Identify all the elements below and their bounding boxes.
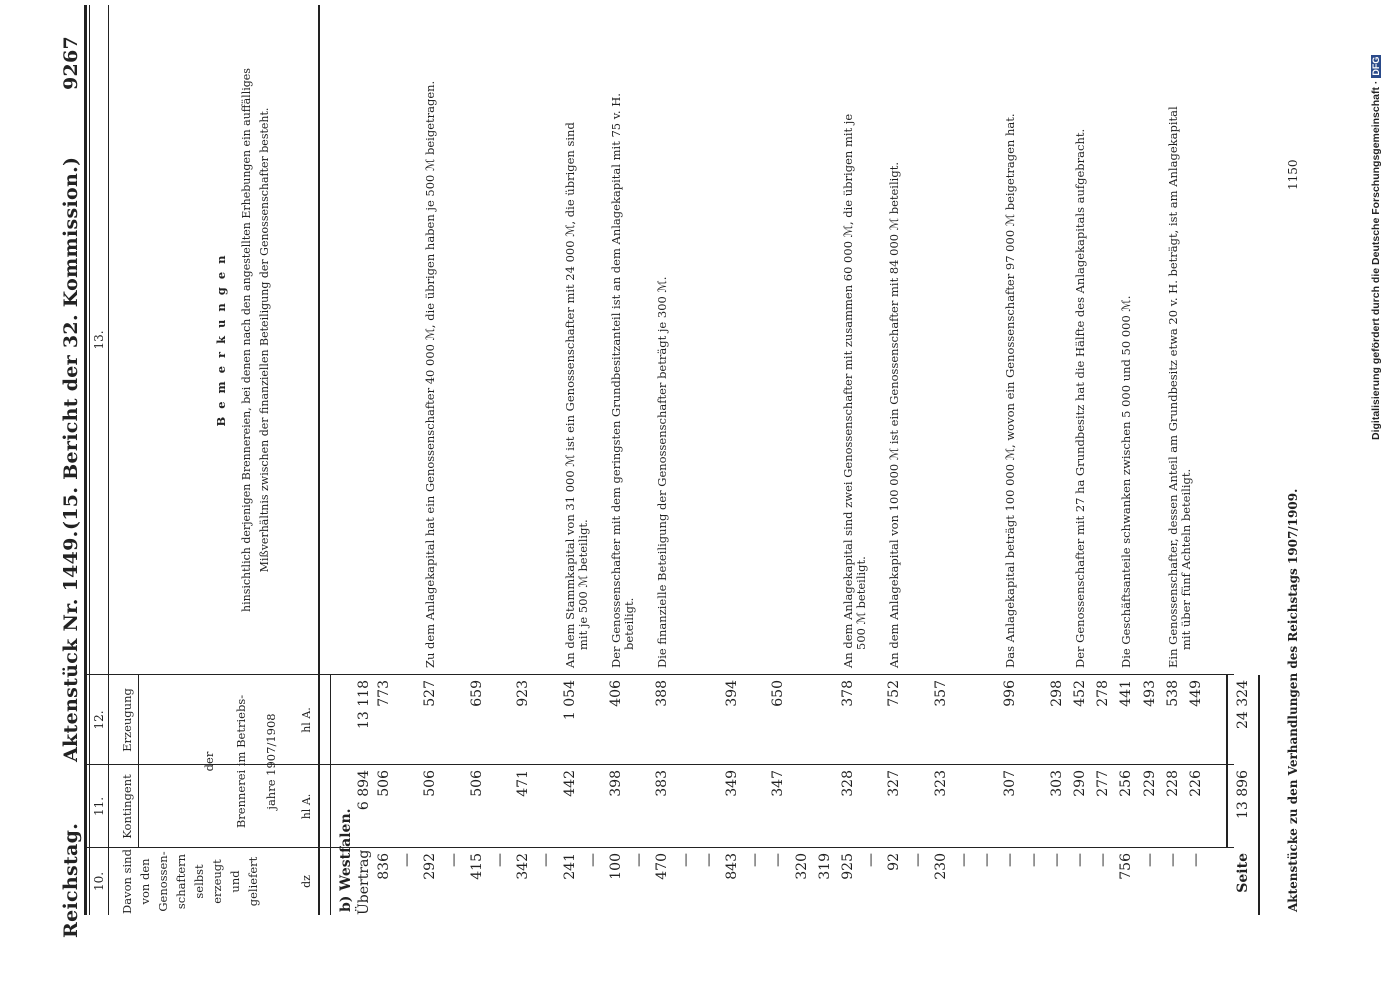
shared-header-der: der <box>202 751 216 772</box>
totals-top-rule <box>1226 675 1228 848</box>
page-number: 9267 <box>60 35 82 90</box>
row-c11-cell: 327 <box>886 770 902 797</box>
section-rule <box>330 675 331 915</box>
footer-page: 1150 <box>1286 159 1300 190</box>
shared-header-line2: jahre 1907/1908 <box>264 713 278 810</box>
row-c11-cell: 328 <box>840 770 856 797</box>
row-c12-cell: 394 <box>724 680 740 707</box>
totals-c11: 13 896 <box>1235 770 1251 819</box>
row-c12-cell: 388 <box>654 680 670 707</box>
row-c11-cell: 471 <box>515 770 531 797</box>
row-c10-cell: 756 <box>1118 853 1134 880</box>
row-c10-cell: — <box>538 853 554 867</box>
row-c10-cell: — <box>678 853 694 867</box>
row-c10-cell: 925 <box>840 853 856 880</box>
row-c10-cell: — <box>979 853 995 867</box>
row-remark-line: beteiligt. <box>622 597 636 650</box>
totals-bottom-rule <box>1258 675 1260 915</box>
row-c12-cell: 923 <box>515 680 531 707</box>
row-c12-cell: 378 <box>840 680 856 707</box>
col10-header <box>118 848 262 915</box>
row-remark-line: 500 ℳ beteiligt. <box>854 556 868 650</box>
row-c10-cell: — <box>492 853 508 867</box>
row-c11-cell: 228 <box>1165 770 1181 797</box>
top-double-rule <box>84 5 87 915</box>
dfg-note-text: Digitalisierung gefördert durch die Deutsche Forschungsgemeinschaft <box>1370 87 1382 440</box>
uebertrag-label: Übertrag <box>356 849 372 915</box>
col10-line: und <box>228 870 242 893</box>
col12-header: Erzeugung <box>120 688 134 752</box>
row-c12-cell: 650 <box>770 680 786 707</box>
col10-line: Davon sind <box>120 849 134 914</box>
col13-subtitle-1: hinsichtlich derjenigen Brennereien, bei denen nach den angestellten Erhebungen ein auffälliges <box>240 68 253 612</box>
row-c11-cell: 290 <box>1072 770 1088 797</box>
section-label: b) Westfalen. <box>338 808 354 912</box>
row-remark-line: Das Anlagekapital beträgt 100 000 ℳ, wovon ein Genossenschafter 97 000 ℳ beigetragen hat. <box>1003 113 1017 668</box>
row-c10-cell: — <box>747 853 763 867</box>
row-c12-cell: 298 <box>1049 680 1065 707</box>
header-left: Reichstag. <box>60 822 82 938</box>
footer-source: Aktenstücke zu den Verhandlungen des Reichstags 1907/1909. <box>1286 488 1300 912</box>
row-c12-cell: 1 054 <box>562 680 578 721</box>
row-c10-cell: — <box>1095 853 1111 867</box>
row-c10-cell: 342 <box>515 853 531 880</box>
row-c11-cell: 506 <box>422 770 438 797</box>
row-c10-cell: — <box>770 853 786 867</box>
row-c10-cell: — <box>1002 853 1018 867</box>
row-c10-cell: — <box>863 853 879 867</box>
uebertrag-c12: 13 118 <box>356 680 372 729</box>
row-c11-cell: 349 <box>724 770 740 797</box>
col13-number: 13. <box>92 330 106 350</box>
col12-number: 12. <box>92 710 106 730</box>
row-c11-cell: 398 <box>608 770 624 797</box>
header-bottom-rule <box>318 5 320 915</box>
row-c12-cell: 773 <box>376 680 392 707</box>
col10-number: 10. <box>92 871 106 892</box>
row-c11-cell: 506 <box>469 770 485 797</box>
dfg-logo: DFG <box>1371 56 1381 76</box>
row-c12-cell: 449 <box>1188 680 1204 707</box>
row-remark-line: mit je 500 ℳ beteiligt. <box>576 519 590 650</box>
row-c11-cell: 506 <box>376 770 392 797</box>
col11-number: 11. <box>92 796 106 817</box>
row-c10-cell: 843 <box>724 853 740 880</box>
col10-line: von den <box>138 858 152 905</box>
col10-line: geliefert <box>246 856 260 907</box>
row-remark-line: Der Genossenschafter mit dem geringsten Grundbesitzanteil ist an dem Anlagekapital mit 75 v. H. <box>609 93 623 668</box>
row-c10-cell: — <box>1049 853 1065 867</box>
row-remark-line: mit über fünf Achteln beteiligt. <box>1179 468 1193 650</box>
row-c11-cell: 383 <box>654 770 670 797</box>
row-c10-cell: — <box>585 853 601 867</box>
row-remark-line: An dem Anlagekapital von 100 000 ℳ ist ein Genossenschafter mit 84 000 ℳ beteiligt. <box>887 162 901 668</box>
col13-title: B e m e r k u n g e n <box>214 253 228 427</box>
uebertrag-c11: 6 894 <box>356 770 372 811</box>
row-c10-cell: 319 <box>817 853 833 880</box>
col11-12-sub-rule <box>138 675 139 848</box>
row-c11-cell: 226 <box>1188 770 1204 797</box>
row-c10-cell: 241 <box>562 853 578 880</box>
row-c12-cell: 406 <box>608 680 624 707</box>
row-c11-cell: 256 <box>1118 770 1134 797</box>
col10-line: schaftern <box>174 853 188 910</box>
totals-c12: 24 324 <box>1235 680 1251 729</box>
row-c12-cell: 493 <box>1142 680 1158 707</box>
row-c12-cell: 278 <box>1095 680 1111 707</box>
row-remark-line: An dem Stammkapital von 31 000 ℳ ist ein Genossenschafter mit 24 000 ℳ, die übrigen sind <box>563 122 577 668</box>
row-c11-cell: 442 <box>562 770 578 797</box>
row-c10-cell: — <box>446 853 462 867</box>
col13-subtitle-2: Mißverhältnis zwischen der finanziellen Beteiligung der Genossenschafter besteht. <box>258 107 271 573</box>
colnum-rule <box>108 5 109 915</box>
row-c12-cell: 452 <box>1072 680 1088 707</box>
row-c12-cell: 659 <box>469 680 485 707</box>
row-remark-line: Der Genossenschafter mit 27 ha Grundbesitz hat die Hälfte des Anlagekapitals aufgebracht. <box>1073 128 1087 668</box>
row-c10-cell: — <box>956 853 972 867</box>
totals-label: Seite <box>1235 853 1251 893</box>
row-c10-cell: 230 <box>933 853 949 880</box>
col11-unit: hl A. <box>300 793 313 820</box>
row-remark-line: Zu dem Anlagekapital hat ein Genossenschafter 40 000 ℳ, die übrigen haben je 500 ℳ beigetragen. <box>423 80 437 668</box>
row-remark-line: An dem Anlagekapital sind zwei Genossenschafter mit zusammen 60 000 ℳ, die übrigen mit je <box>841 113 855 668</box>
header-right: (15. Bericht der 32. Kommission.) <box>60 156 82 530</box>
row-remark-line: Die Geschäftsanteile schwanken zwischen 5 000 und 50 000 ℳ. <box>1119 295 1133 668</box>
row-c10-cell: 320 <box>794 853 810 880</box>
row-c10-cell: — <box>1072 853 1088 867</box>
top-rule-inner <box>89 5 90 915</box>
row-c10-cell: — <box>399 853 415 867</box>
row-c12-cell: 441 <box>1118 680 1134 707</box>
row-c12-cell: 996 <box>1002 680 1018 707</box>
row-c10-cell: — <box>910 853 926 867</box>
col10-line: selbst erzeugt <box>192 859 224 904</box>
col10-line: Genossen- <box>156 851 170 912</box>
col10-unit: dz <box>300 875 313 888</box>
row-c12-cell: 538 <box>1165 680 1181 707</box>
row-c12-cell: 752 <box>886 680 902 707</box>
col12-unit: hl A. <box>300 707 313 733</box>
row-c10-cell: 470 <box>654 853 670 880</box>
row-c10-cell: 292 <box>422 853 438 880</box>
shared-header-line1: Brennerei im Betriebs- <box>234 694 248 829</box>
row-c11-cell: 347 <box>770 770 786 797</box>
row-c10-cell: — <box>1188 853 1204 867</box>
row-c11-cell: 303 <box>1049 770 1065 797</box>
row-c11-cell: 229 <box>1142 770 1158 797</box>
col11-header: Kontingent <box>120 774 134 839</box>
dfg-note: Digitalisierung gefördert durch die Deutsche Forschungsgemeinschaft · DFG <box>1370 56 1382 440</box>
row-c10-cell: — <box>701 853 717 867</box>
row-c10-cell: — <box>1026 853 1042 867</box>
row-c10-cell: 100 <box>608 853 624 880</box>
row-c11-cell: 307 <box>1002 770 1018 797</box>
row-c10-cell: 836 <box>376 853 392 880</box>
row-remark-line: Die finanzielle Beteiligung der Genossenschafter beträgt je 300 ℳ. <box>655 276 669 668</box>
row-remark-line: Ein Genossenschafter, dessen Anteil am Grundbesitz etwa 20 v. H. beträgt, ist am Anlagekapital <box>1166 106 1180 668</box>
row-c12-cell: 357 <box>933 680 949 707</box>
header-middle: Aktenstück Nr. 1449. <box>60 530 82 762</box>
row-c10-cell: — <box>1165 853 1181 867</box>
row-c11-cell: 323 <box>933 770 949 797</box>
row-c10-cell: 92 <box>886 853 902 871</box>
row-c11-cell: 277 <box>1095 770 1111 797</box>
row-c10-cell: — <box>1142 853 1158 867</box>
row-c12-cell: 527 <box>422 680 438 707</box>
row-c10-cell: — <box>631 853 647 867</box>
row-c10-cell: 415 <box>469 853 485 880</box>
